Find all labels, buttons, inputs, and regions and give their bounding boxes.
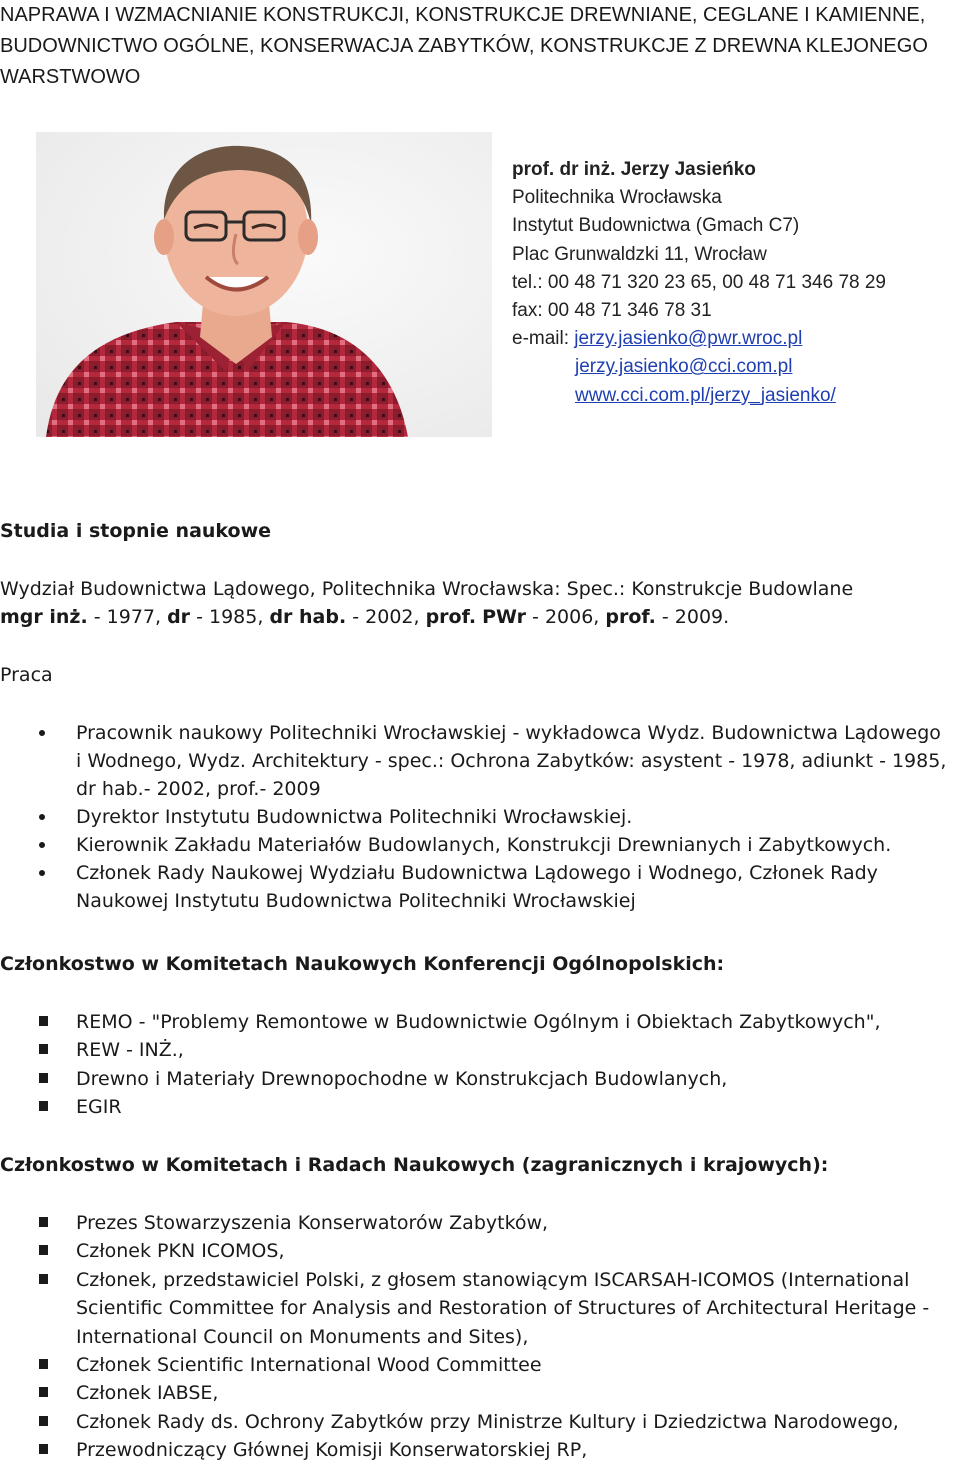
fax: fax: 00 48 71 346 78 31 — [512, 300, 712, 322]
committees-pl-heading: Członkostwo w Komitetach Naukowych Konferencji Ogólnopolskich: — [0, 953, 725, 975]
degree-hab: dr hab. — [269, 606, 347, 628]
committees-intl-section — [0, 1151, 952, 1465]
list-item: Kierownik Zakładu Materiałów Budowlanych, Konstrukcji Drewnianych i Zabytkowych. — [0, 831, 952, 859]
website-link[interactable]: www.cci.com.pl/jerzy_jasienko/ — [575, 384, 836, 406]
website-row — [512, 382, 952, 410]
studies-heading: Studia i stopnie naukowe — [0, 520, 272, 542]
committees-pl-section — [0, 950, 952, 1122]
degree-prof-pwr: prof. — [425, 606, 477, 628]
studies-section — [0, 517, 952, 631]
list-item: Członek, przedstawiciel Polski, z głosem stanowiącym ISCARSAH-ICOMOS (International Scientific Committee for Analysis and Restoration of Structures of Architectural Heritage - International Council on Monuments and Sites), — [0, 1266, 952, 1351]
list-item: Członek Scientific International Wood Committee — [0, 1351, 952, 1379]
document-header: NAPRAWA I WZMACNIANIE KONSTRUKCJI, KONSTRUKCJE DREWNIANE, CEGLANE I KAMIENNE, BUDOWNICTWO OGÓLNE, KONSERWACJA ZABYTKÓW, KONSTRUKCJE Z DREWNA KLEJONEGO WARSTWOWO — [0, 4, 928, 88]
email-link-pwr[interactable]: jerzy.jasienko@pwr.wroc.pl — [574, 328, 803, 350]
email-row-2 — [512, 353, 952, 381]
list-item: Członek IABSE, — [0, 1379, 952, 1407]
list-item: Drewno i Materiały Drewnopochodne w Konstrukcjach Budowlanych, — [0, 1065, 952, 1093]
list-item: Członek PKN ICOMOS, — [0, 1237, 952, 1265]
list-item: Pracownik naukowy Politechniki Wrocławskiej - wykładowca Wydz. Budownictwa Lądowego i Wodnego, Wydz. Architektury - spec.: Ochrona Zabytków: asystent - 1978, adiunkt - 1985, dr hab.- 2002, prof.- 2009 — [0, 719, 952, 803]
email-row — [512, 325, 952, 353]
email-label: e-mail: — [512, 328, 575, 350]
work-list — [0, 719, 952, 915]
list-item: Prezes Stowarzyszenia Konserwatorów Zabytków, — [0, 1209, 952, 1237]
degree-pwr: PWr — [482, 606, 527, 628]
list-item: Członek Rady ds. Ochrony Zabytków przy Ministrze Kultury i Dziedzictwa Narodowego, — [0, 1408, 952, 1436]
degree-mgr: mgr inż. — [0, 606, 88, 628]
phone: tel.: 00 48 71 320 23 65, 00 48 71 346 78 29 — [512, 271, 886, 293]
email-link-cci[interactable]: jerzy.jasienko@cci.com.pl — [575, 356, 793, 378]
committees-pl-list — [0, 1008, 952, 1122]
work-section — [0, 661, 952, 915]
university: Politechnika Wrocławska — [512, 187, 722, 209]
address: Plac Grunwaldzki 11, Wrocław — [512, 243, 767, 265]
contact-block — [512, 156, 952, 410]
degree-mgr-year: - 1977, — [87, 606, 168, 628]
committees-intl-list — [0, 1209, 952, 1465]
committees-intl-heading: Członkostwo w Komitetach i Radach Naukowych (zagranicznych i krajowych): — [0, 1154, 829, 1176]
degree-dr-year: - 1985, — [190, 606, 270, 628]
degree-prof-year: - 2009. — [655, 606, 730, 628]
portrait-illustration — [36, 132, 492, 437]
list-item: REMO - "Problemy Remontowe w Budownictwie Ogólnym i Obiektach Zabytkowych", — [0, 1008, 952, 1036]
degree-pwr-year: - 2006, — [526, 606, 606, 628]
work-heading: Praca — [0, 664, 53, 686]
list-item: Członek Rady Naukowej Wydziału Budownictwa Lądowego i Wodnego, Członek Rady Naukowej Instytutu Budownictwa Politechniki Wrocławskiej — [0, 859, 952, 915]
studies-faculty: Wydział Budownictwa Lądowego, Politechnika Wrocławska: Spec.: Konstrukcje Budowlane — [0, 578, 854, 600]
studies-degrees — [0, 603, 952, 631]
portrait-photo — [36, 132, 492, 437]
degree-dr: dr — [167, 606, 191, 628]
list-item: Przewodniczący Głównej Komisji Konserwatorskiej RP, — [0, 1436, 952, 1464]
person-name: prof. dr inż. Jerzy Jasieńko — [512, 159, 756, 180]
list-item: Dyrektor Instytutu Budownictwa Politechniki Wrocławskiej. — [0, 803, 952, 831]
list-item: EGIR — [0, 1093, 952, 1121]
degree-prof: prof. — [605, 606, 656, 628]
institute: Instytut Budownictwa (Gmach C7) — [512, 215, 800, 237]
degree-hab-year: - 2002, — [346, 606, 426, 628]
list-item: REW - INŻ., — [0, 1036, 952, 1064]
